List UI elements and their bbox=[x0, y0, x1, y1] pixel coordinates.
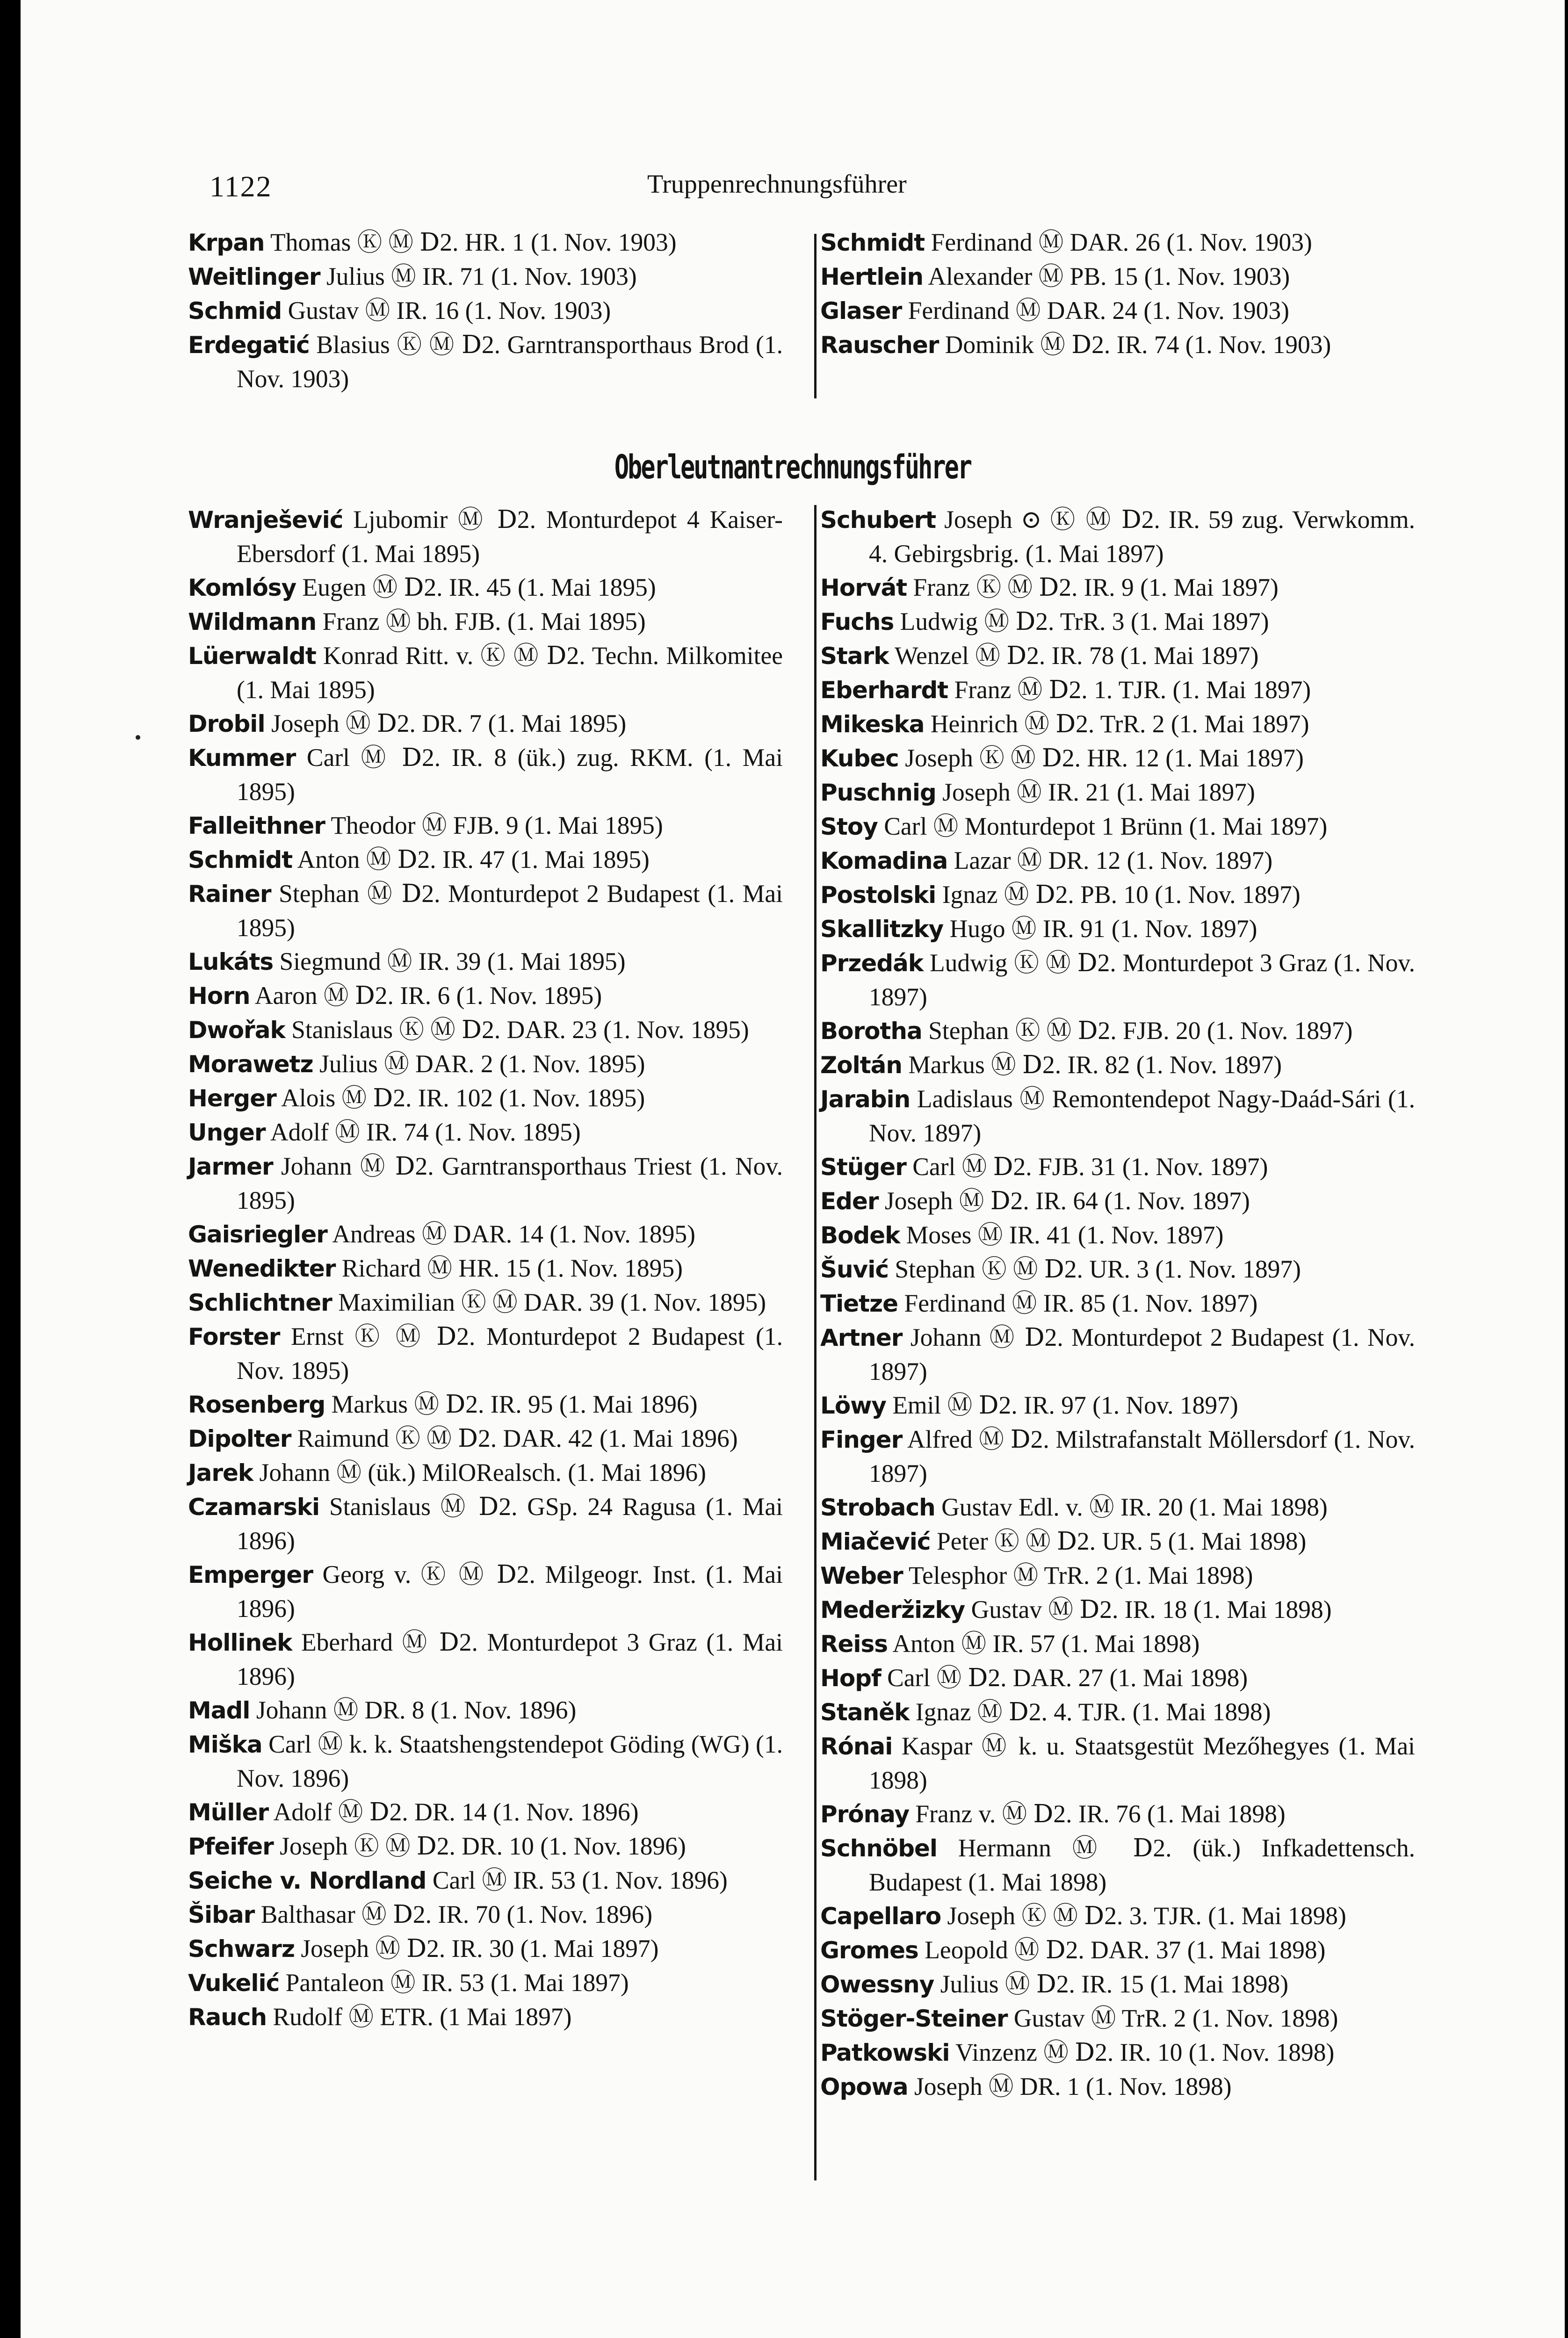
person-surname: Stüger bbox=[820, 1154, 906, 1181]
list-item bbox=[820, 1184, 1415, 1218]
entry-details: Ludwig Ⓜ Ⅾ2. TrR. 3 (1. Mai 1897) bbox=[894, 607, 1269, 635]
list-item bbox=[188, 605, 783, 639]
list-item bbox=[188, 1149, 783, 1217]
entry-details: Johann Ⓜ (ük.) MilORealsch. (1. Mai 1896) bbox=[253, 1458, 706, 1487]
person-surname: Falleithner bbox=[188, 812, 325, 839]
person-surname: Vukelić bbox=[188, 1970, 280, 1997]
list-item bbox=[820, 673, 1415, 707]
person-surname: Reiss bbox=[820, 1631, 888, 1658]
top-right-column bbox=[820, 225, 1415, 362]
entry-details: Stephan Ⓚ Ⓜ Ⅾ2. UR. 3 (1. Nov. 1897) bbox=[888, 1255, 1301, 1283]
entry-details: Joseph Ⓚ Ⓜ Ⅾ2. HR. 12 (1. Mai 1897) bbox=[898, 744, 1304, 772]
column-divider-main bbox=[814, 505, 817, 2180]
page-number: 1122 bbox=[210, 170, 272, 203]
person-surname: Zoltán bbox=[820, 1052, 902, 1079]
person-surname: Unger bbox=[188, 1119, 266, 1146]
list-item bbox=[820, 1627, 1415, 1661]
person-surname: Schmidt bbox=[820, 229, 925, 256]
entry-details: Adolf Ⓜ IR. 74 (1. Nov. 1895) bbox=[265, 1118, 581, 1146]
entry-details: Markus Ⓜ Ⅾ2. IR. 95 (1. Mai 1896) bbox=[325, 1390, 698, 1418]
entry-details: Ferdinand Ⓜ DAR. 24 (1. Nov. 1903) bbox=[902, 296, 1289, 325]
person-surname: Müller bbox=[188, 1799, 269, 1826]
person-surname: Skallitzky bbox=[820, 916, 944, 943]
person-surname: Patkowski bbox=[820, 2039, 950, 2066]
list-item bbox=[188, 1863, 783, 1898]
section-heading: Oberleutnantrechnungsführer bbox=[614, 448, 971, 486]
person-surname: Emperger bbox=[188, 1561, 313, 1588]
entry-details: Anton Ⓜ Ⅾ2. IR. 47 (1. Mai 1895) bbox=[292, 845, 650, 873]
entry-details: Joseph Ⓚ Ⓜ Ⅾ2. 3. TJR. (1. Mai 1898) bbox=[941, 1902, 1346, 1930]
main-left-column bbox=[188, 503, 783, 2034]
column-divider-top bbox=[814, 234, 817, 398]
entry-details: Andreas Ⓜ DAR. 14 (1. Nov. 1895) bbox=[327, 1220, 695, 1248]
person-surname: Morawetz bbox=[188, 1051, 313, 1078]
list-item bbox=[820, 225, 1415, 260]
entry-details: Balthasar Ⓜ Ⅾ2. IR. 70 (1. Nov. 1896) bbox=[254, 1900, 653, 1928]
person-surname: Rónai bbox=[820, 1733, 893, 1760]
person-surname: Artner bbox=[820, 1324, 903, 1351]
entry-details: Carl Ⓜ Ⅾ2. DAR. 27 (1. Mai 1898) bbox=[881, 1664, 1248, 1692]
person-surname: Eberhardt bbox=[820, 677, 948, 704]
list-item bbox=[820, 1933, 1415, 1967]
person-surname: Glaser bbox=[820, 297, 902, 325]
list-item bbox=[188, 843, 783, 877]
list-item bbox=[820, 1218, 1415, 1252]
person-surname: Gromes bbox=[820, 1937, 918, 1964]
person-surname: Owessny bbox=[820, 1971, 934, 1998]
list-item bbox=[188, 1081, 783, 1115]
list-item bbox=[188, 1966, 783, 2000]
person-surname: Jarmer bbox=[188, 1153, 273, 1180]
entry-details: Carl Ⓜ Ⅾ2. FJB. 31 (1. Nov. 1897) bbox=[906, 1153, 1268, 1181]
entry-details: Franz v. Ⓜ Ⅾ2. IR. 76 (1. Mai 1898) bbox=[909, 1800, 1286, 1828]
entry-details: Gustav Edl. v. Ⓜ IR. 20 (1. Mai 1898) bbox=[935, 1493, 1328, 1521]
entry-details: Hermann Ⓜ Ⅾ2. (ük.) Infkadettensch. Budapest (1. Mai 1898) bbox=[869, 1834, 1415, 1896]
list-item bbox=[820, 1388, 1415, 1422]
entry-details: Adolf Ⓜ Ⅾ2. DR. 14 (1. Nov. 1896) bbox=[268, 1798, 639, 1826]
list-item bbox=[820, 878, 1415, 912]
person-surname: Herger bbox=[188, 1085, 276, 1112]
list-item bbox=[820, 1490, 1415, 1524]
person-surname: Tietze bbox=[820, 1290, 898, 1317]
person-surname: Miška bbox=[188, 1731, 262, 1758]
list-item bbox=[820, 912, 1415, 946]
list-item bbox=[820, 1321, 1415, 1388]
entry-details: Peter Ⓚ Ⓜ Ⅾ2. UR. 5 (1. Mai 1898) bbox=[930, 1527, 1307, 1555]
person-surname: Pfeifer bbox=[188, 1833, 274, 1860]
list-item bbox=[188, 1829, 783, 1863]
person-surname: Schnöbel bbox=[820, 1835, 938, 1862]
top-left-column bbox=[188, 225, 783, 396]
person-surname: Wenedikter bbox=[188, 1255, 336, 1282]
list-item bbox=[188, 1558, 783, 1625]
person-surname: Strobach bbox=[820, 1494, 935, 1521]
person-surname: Stark bbox=[820, 642, 889, 670]
person-surname: Prónay bbox=[820, 1801, 910, 1828]
list-item bbox=[188, 707, 783, 741]
entry-details: Johann Ⓜ Ⅾ2. Monturdepot 2 Budapest (1. Nov. 1897) bbox=[869, 1323, 1415, 1385]
entry-details: Joseph Ⓜ Ⅾ2. DR. 7 (1. Mai 1895) bbox=[265, 709, 627, 737]
person-surname: Rainer bbox=[188, 880, 271, 908]
entry-details: Moses Ⓜ IR. 41 (1. Nov. 1897) bbox=[900, 1221, 1224, 1249]
list-item bbox=[188, 808, 783, 843]
list-item bbox=[188, 503, 783, 570]
person-surname: Puschnig bbox=[820, 779, 936, 806]
person-surname: Borotha bbox=[820, 1017, 922, 1045]
list-item bbox=[188, 225, 783, 260]
person-surname: Weitlinger bbox=[188, 263, 320, 290]
entry-details: Thomas Ⓚ Ⓜ Ⅾ2. HR. 1 (1. Nov. 1903) bbox=[264, 228, 677, 256]
entry-details: Markus Ⓜ Ⅾ2. IR. 82 (1. Nov. 1897) bbox=[902, 1051, 1282, 1079]
person-surname: Bodek bbox=[820, 1222, 900, 1249]
person-surname: Krpan bbox=[188, 229, 265, 256]
person-surname: Finger bbox=[820, 1426, 903, 1453]
entry-details: Anton Ⓜ IR. 57 (1. Mai 1898) bbox=[888, 1630, 1200, 1658]
person-surname: Horvát bbox=[820, 574, 907, 601]
list-item bbox=[188, 1795, 783, 1829]
list-item bbox=[820, 741, 1415, 775]
person-surname: Kubec bbox=[820, 745, 899, 772]
person-surname: Lukáts bbox=[188, 948, 274, 975]
entry-details: Julius Ⓜ IR. 71 (1. Nov. 1903) bbox=[320, 262, 637, 290]
person-surname: Komadina bbox=[820, 847, 948, 874]
list-item bbox=[820, 809, 1415, 844]
entry-details: Stanislaus Ⓜ Ⅾ2. GSp. 24 Ragusa (1. Mai 1896) bbox=[237, 1493, 783, 1555]
list-item bbox=[820, 1082, 1415, 1150]
person-surname: Stöger-Steiner bbox=[820, 2005, 1008, 2032]
list-item bbox=[820, 570, 1415, 605]
list-item bbox=[188, 1693, 783, 1727]
entry-details: Lazar Ⓜ DR. 12 (1. Nov. 1897) bbox=[947, 846, 1273, 874]
person-surname: Lüerwaldt bbox=[188, 642, 316, 670]
entry-details: Rudolf Ⓜ ETR. (1 Mai 1897) bbox=[267, 2003, 572, 2031]
list-item bbox=[188, 877, 783, 945]
entry-details: Aaron Ⓜ Ⅾ2. IR. 6 (1. Nov. 1895) bbox=[250, 981, 602, 1010]
entry-details: Joseph ⊙ Ⓚ Ⓜ Ⅾ2. IR. 59 zug. Verwkomm. 4. Gebirgsbrig. (1. Mai 1897) bbox=[869, 505, 1415, 568]
entry-details: Franz Ⓜ bh. FJB. (1. Mai 1895) bbox=[316, 607, 646, 635]
entry-details: Ernst Ⓚ Ⓜ Ⅾ2. Monturdepot 2 Budapest (1. Nov. 1895) bbox=[237, 1322, 783, 1385]
person-surname: Schwarz bbox=[188, 1935, 295, 1963]
entry-details: Julius Ⓜ Ⅾ2. IR. 15 (1. Mai 1898) bbox=[934, 1970, 1289, 1998]
entry-details: Hugo Ⓜ IR. 91 (1. Nov. 1897) bbox=[943, 915, 1257, 943]
person-surname: Jarek bbox=[188, 1459, 253, 1487]
main-right-column bbox=[820, 503, 1415, 2104]
person-surname: Weber bbox=[820, 1562, 903, 1589]
person-surname: Seiche v. Nordland bbox=[188, 1867, 426, 1894]
person-surname: Dwořak bbox=[188, 1017, 285, 1044]
entry-details: Raimund Ⓚ Ⓜ Ⅾ2. DAR. 42 (1. Mai 1896) bbox=[291, 1424, 738, 1452]
entry-details: Joseph Ⓜ Ⅾ2. IR. 30 (1. Mai 1897) bbox=[294, 1934, 659, 1963]
list-item bbox=[820, 1524, 1415, 1559]
person-surname: Schlichtner bbox=[188, 1289, 332, 1316]
person-surname: Erdegatić bbox=[188, 332, 310, 359]
entry-details: Richard Ⓜ HR. 15 (1. Nov. 1895) bbox=[335, 1254, 683, 1282]
person-surname: Gaisriegler bbox=[188, 1221, 327, 1248]
list-item bbox=[188, 1320, 783, 1387]
entry-details: Carl Ⓜ Ⅾ2. IR. 8 (ük.) zug. RKM. (1. Mai 1895) bbox=[237, 743, 783, 806]
list-item bbox=[820, 1661, 1415, 1695]
person-surname: Mikeska bbox=[820, 711, 925, 738]
person-surname: Jarabin bbox=[820, 1086, 910, 1113]
list-item bbox=[188, 945, 783, 979]
list-item bbox=[820, 1729, 1415, 1797]
entry-details: Alexander Ⓜ PB. 15 (1. Nov. 1903) bbox=[923, 262, 1290, 290]
entry-details: Emil Ⓜ Ⅾ2. IR. 97 (1. Nov. 1897) bbox=[886, 1391, 1238, 1419]
entry-details: Johann Ⓜ DR. 8 (1. Nov. 1896) bbox=[250, 1696, 577, 1724]
entry-details: Gustav Ⓜ Ⅾ2. IR. 18 (1. Mai 1898) bbox=[965, 1595, 1332, 1624]
list-item bbox=[820, 707, 1415, 741]
list-item bbox=[820, 946, 1415, 1014]
entry-details: Carl Ⓜ Monturdepot 1 Brünn (1. Mai 1897) bbox=[877, 812, 1328, 840]
entry-details: Eugen Ⓜ Ⅾ2. IR. 45 (1. Mai 1895) bbox=[296, 573, 656, 601]
list-item bbox=[820, 605, 1415, 639]
list-item bbox=[188, 1251, 783, 1285]
list-item bbox=[820, 1422, 1415, 1490]
list-item bbox=[820, 1150, 1415, 1184]
entry-details: Franz Ⓚ Ⓜ Ⅾ2. IR. 9 (1. Mai 1897) bbox=[907, 573, 1279, 601]
person-surname: Capellaro bbox=[820, 1903, 941, 1930]
entry-details: Joseph Ⓜ DR. 1 (1. Nov. 1898) bbox=[908, 2072, 1232, 2100]
entry-details: Joseph Ⓜ Ⅾ2. IR. 64 (1. Nov. 1897) bbox=[878, 1187, 1250, 1215]
entry-details: Telesphor Ⓜ TrR. 2 (1. Mai 1898) bbox=[903, 1561, 1253, 1589]
list-item bbox=[188, 328, 783, 396]
list-item bbox=[820, 1967, 1415, 2001]
list-item bbox=[188, 1285, 783, 1320]
list-item bbox=[820, 1797, 1415, 1831]
person-surname: Schmidt bbox=[188, 846, 293, 873]
person-surname: Hertlein bbox=[820, 263, 924, 290]
person-surname: Eder bbox=[820, 1188, 879, 1215]
list-item bbox=[188, 1625, 783, 1693]
entry-details: Stephan Ⓚ Ⓜ Ⅾ2. FJB. 20 (1. Nov. 1897) bbox=[922, 1017, 1353, 1045]
person-surname: Löwy bbox=[820, 1392, 886, 1419]
list-item bbox=[820, 294, 1415, 328]
person-surname: Mederžizky bbox=[820, 1596, 965, 1624]
list-item bbox=[820, 503, 1415, 570]
entry-details: Kaspar Ⓜ k. u. Staatsgestüt Mezőhegyes (1. Mai 1898) bbox=[869, 1732, 1415, 1794]
entry-details: Ferdinand Ⓜ DAR. 26 (1. Nov. 1903) bbox=[925, 228, 1312, 256]
entry-details: Eberhard Ⓜ Ⅾ2. Monturdepot 3 Graz (1. Mai 1896) bbox=[237, 1628, 783, 1690]
person-surname: Šibar bbox=[188, 1901, 255, 1928]
entry-details: Theodor Ⓜ FJB. 9 (1. Mai 1895) bbox=[325, 811, 663, 839]
entry-details: Carl Ⓜ k. k. Staatshengstendepot Göding (WG) (1. Nov. 1896) bbox=[237, 1730, 783, 1792]
person-surname: Komlósy bbox=[188, 574, 296, 601]
margin-mark bbox=[136, 735, 140, 740]
list-item bbox=[188, 1932, 783, 1966]
list-item bbox=[188, 294, 783, 328]
entry-details: Stanislaus Ⓚ Ⓜ Ⅾ2. DAR. 23 (1. Nov. 1895) bbox=[285, 1016, 749, 1044]
list-item bbox=[820, 1899, 1415, 1933]
entry-details: Wenzel Ⓜ Ⅾ2. IR. 78 (1. Mai 1897) bbox=[889, 642, 1259, 670]
person-surname: Dipolter bbox=[188, 1425, 291, 1452]
page-paper bbox=[21, 0, 1565, 2338]
person-surname: Rosenberg bbox=[188, 1391, 325, 1418]
entry-details: Gustav Ⓜ IR. 16 (1. Nov. 1903) bbox=[282, 296, 611, 325]
person-surname: Madl bbox=[188, 1697, 250, 1724]
list-item bbox=[820, 2001, 1415, 2035]
entry-details: Stephan Ⓜ Ⅾ2. Monturdepot 2 Budapest (1. Mai 1895) bbox=[237, 880, 783, 942]
person-surname: Horn bbox=[188, 982, 250, 1010]
person-surname: Schubert bbox=[820, 506, 936, 534]
entry-details: Franz Ⓜ Ⅾ2. 1. TJR. (1. Mai 1897) bbox=[948, 676, 1311, 704]
list-item bbox=[820, 1014, 1415, 1048]
person-surname: Czamarski bbox=[188, 1494, 320, 1521]
person-surname: Stoy bbox=[820, 813, 878, 840]
list-item bbox=[188, 979, 783, 1013]
person-surname: Rauscher bbox=[820, 332, 939, 359]
entry-details: Carl Ⓜ IR. 53 (1. Nov. 1896) bbox=[426, 1866, 728, 1894]
person-surname: Wranješević bbox=[188, 506, 343, 534]
list-item bbox=[188, 639, 783, 707]
entry-details: Siegmund Ⓜ IR. 39 (1. Mai 1895) bbox=[273, 947, 626, 975]
person-surname: Hollinek bbox=[188, 1629, 292, 1656]
list-item bbox=[820, 1695, 1415, 1729]
list-item bbox=[820, 260, 1415, 294]
list-item bbox=[820, 1252, 1415, 1286]
list-item bbox=[820, 844, 1415, 878]
list-item bbox=[820, 2035, 1415, 2070]
list-item bbox=[188, 1898, 783, 1932]
entry-details: Joseph Ⓚ Ⓜ Ⅾ2. DR. 10 (1. Nov. 1896) bbox=[273, 1832, 686, 1860]
entry-details: Johann Ⓜ Ⅾ2. Garntransporthaus Triest (1. Nov. 1895) bbox=[237, 1152, 783, 1214]
person-surname: Miačević bbox=[820, 1528, 931, 1555]
list-item bbox=[188, 570, 783, 605]
list-item bbox=[188, 1727, 783, 1795]
entry-details: Ferdinand Ⓜ IR. 85 (1. Nov. 1897) bbox=[898, 1289, 1258, 1317]
entry-details: Vinzenz Ⓜ Ⅾ2. IR. 10 (1. Nov. 1898) bbox=[949, 2038, 1335, 2066]
list-item bbox=[188, 1047, 783, 1081]
person-surname: Drobil bbox=[188, 710, 265, 737]
list-item bbox=[188, 1422, 783, 1456]
list-item bbox=[820, 1593, 1415, 1627]
entry-details: Ludwig Ⓚ Ⓜ Ⅾ2. Monturdepot 3 Graz (1. Nov. 1897) bbox=[869, 949, 1415, 1011]
entry-details: Georg v. Ⓚ Ⓜ Ⅾ2. Milgeogr. Inst. (1. Mai 1896) bbox=[237, 1560, 783, 1623]
list-item bbox=[820, 1559, 1415, 1593]
list-item bbox=[820, 775, 1415, 809]
running-title: Truppenrechnungsführer bbox=[647, 170, 907, 199]
list-item bbox=[188, 741, 783, 808]
list-item bbox=[820, 1831, 1415, 1899]
person-surname: Przedák bbox=[820, 950, 924, 977]
list-item bbox=[820, 328, 1415, 362]
entry-details: Maximilian Ⓚ Ⓜ DAR. 39 (1. Nov. 1895) bbox=[332, 1288, 766, 1316]
list-item bbox=[820, 639, 1415, 673]
entry-details: Alois Ⓜ Ⅾ2. IR. 102 (1. Nov. 1895) bbox=[276, 1084, 645, 1112]
list-item bbox=[188, 1217, 783, 1251]
list-item bbox=[188, 1490, 783, 1558]
list-item bbox=[188, 1013, 783, 1047]
entry-details: Alfred Ⓜ Ⅾ2. Milstrafanstalt Möllersdorf (1. Nov. 1897) bbox=[869, 1425, 1415, 1487]
entry-details: Heinrich Ⓜ Ⅾ2. TrR. 2 (1. Mai 1897) bbox=[924, 710, 1309, 738]
person-surname: Šuvić bbox=[820, 1256, 889, 1283]
person-surname: Fuchs bbox=[820, 608, 894, 635]
list-item bbox=[188, 260, 783, 294]
list-item bbox=[820, 1286, 1415, 1321]
person-surname: Postolski bbox=[820, 881, 936, 909]
entry-details: Gustav Ⓜ TrR. 2 (1. Nov. 1898) bbox=[1007, 2004, 1338, 2032]
person-surname: Staněk bbox=[820, 1699, 910, 1726]
list-item bbox=[188, 1115, 783, 1149]
list-item bbox=[820, 1048, 1415, 1082]
person-surname: Forster bbox=[188, 1323, 280, 1350]
person-surname: Rauch bbox=[188, 2004, 267, 2031]
list-item bbox=[188, 2000, 783, 2034]
entry-details: Ignaz Ⓜ Ⅾ2. PB. 10 (1. Nov. 1897) bbox=[936, 880, 1301, 909]
entry-details: Blasius Ⓚ Ⓜ Ⅾ2. Garntransporthaus Brod (1. Nov. 1903) bbox=[237, 331, 783, 393]
entry-details: Dominik Ⓜ Ⅾ2. IR. 74 (1. Nov. 1903) bbox=[939, 331, 1331, 359]
person-surname: Wildmann bbox=[188, 608, 317, 635]
list-item bbox=[188, 1387, 783, 1422]
list-item bbox=[188, 1456, 783, 1490]
list-item bbox=[820, 2070, 1415, 2104]
person-surname: Opowa bbox=[820, 2073, 908, 2100]
entry-details: Joseph Ⓜ IR. 21 (1. Mai 1897) bbox=[936, 778, 1255, 806]
entry-details: Julius Ⓜ DAR. 2 (1. Nov. 1895) bbox=[313, 1050, 645, 1078]
entry-details: Konrad Ritt. v. Ⓚ Ⓜ Ⅾ2. Techn. Milkomitee (1. Mai 1895) bbox=[237, 642, 783, 704]
entry-details: Ljubomir Ⓜ Ⅾ2. Monturdepot 4 Kaiser-Ebersdorf (1. Mai 1895) bbox=[237, 505, 783, 568]
person-surname: Hopf bbox=[820, 1665, 881, 1692]
person-surname: Schmid bbox=[188, 297, 282, 325]
person-surname: Kummer bbox=[188, 744, 296, 772]
entry-details: Pantaleon Ⓜ IR. 53 (1. Mai 1897) bbox=[279, 1969, 629, 1997]
entry-details: Ladislaus Ⓜ Remontendepot Nagy-Daád-Sári (1. Nov. 1897) bbox=[869, 1085, 1415, 1147]
entry-details: Ignaz Ⓜ Ⅾ2. 4. TJR. (1. Mai 1898) bbox=[909, 1698, 1271, 1726]
entry-details: Leopold Ⓜ Ⅾ2. DAR. 37 (1. Mai 1898) bbox=[918, 1936, 1326, 1964]
